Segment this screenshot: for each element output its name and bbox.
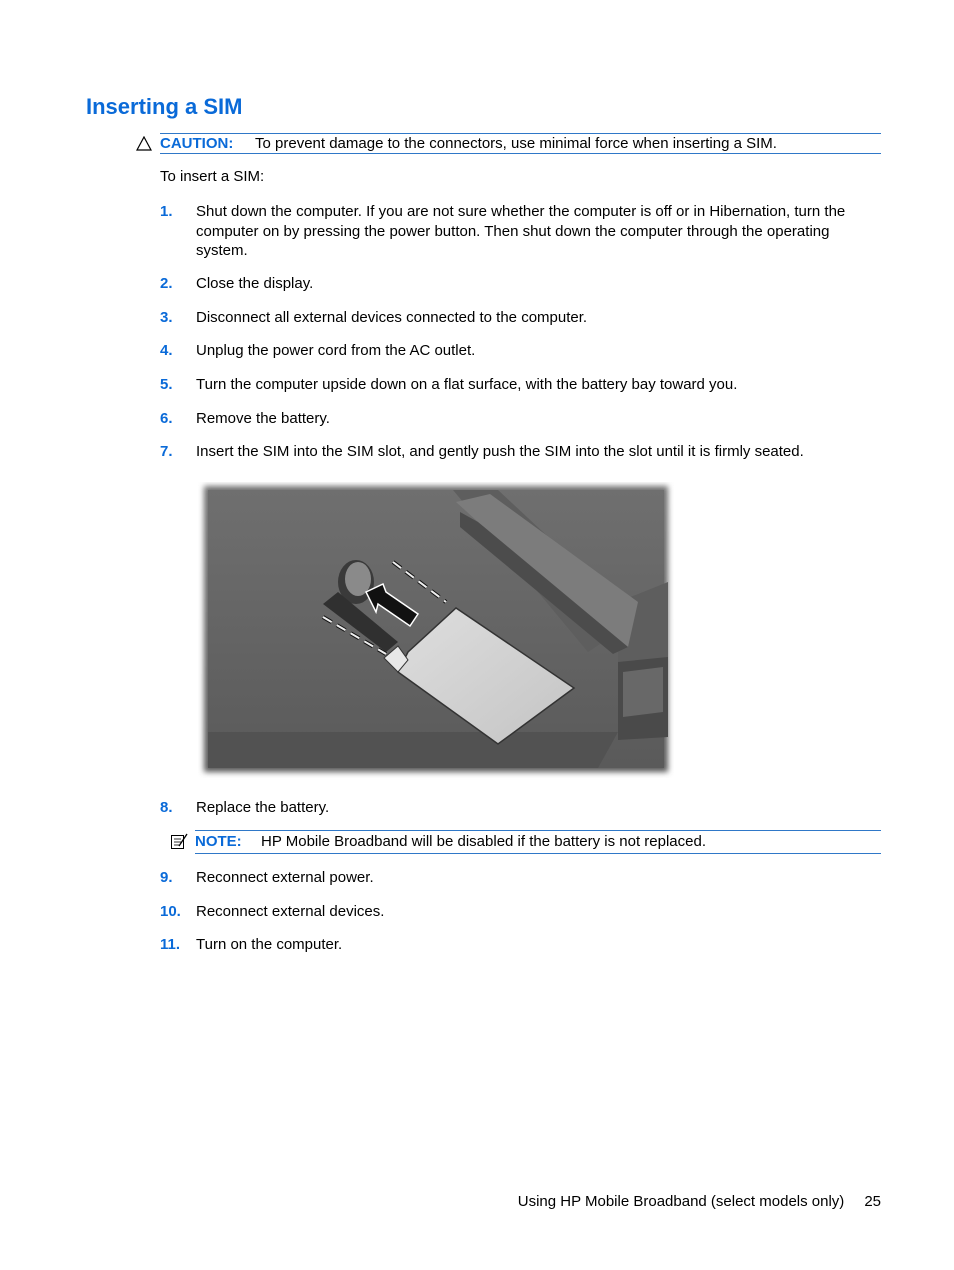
list-item	[160, 375, 882, 395]
list-item	[160, 442, 882, 462]
step-number: 4.	[160, 342, 173, 359]
list-item	[160, 935, 882, 955]
list-item	[160, 902, 882, 922]
step-number: 8.	[160, 799, 173, 816]
footer-section-title: Using HP Mobile Broadband (select models only)	[517, 1193, 845, 1210]
step-text: Remove the battery.	[196, 410, 330, 427]
list-item	[160, 341, 882, 361]
step-text: Turn on the computer.	[196, 936, 343, 953]
step-text: Insert the SIM into the SIM slot, and gently push the SIM into the slot until it is firmly seated.	[196, 443, 804, 460]
caution-notice	[160, 133, 881, 154]
list-item	[160, 308, 882, 328]
step-number: 9.	[160, 869, 173, 886]
intro-text: To insert a SIM:	[160, 168, 265, 185]
step-number: 5.	[160, 376, 173, 393]
step-text: Turn the computer upside down on a flat surface, with the battery bay toward you.	[196, 376, 738, 393]
note-text: HP Mobile Broadband will be disabled if the battery is not replaced.	[261, 833, 706, 850]
list-item	[160, 868, 882, 888]
list-item	[160, 202, 882, 262]
step-number: 10.	[160, 903, 181, 920]
step-text: Replace the battery.	[196, 799, 330, 816]
note-notice	[195, 830, 881, 854]
caution-text: To prevent damage to the connectors, use minimal force when inserting a SIM.	[255, 135, 777, 152]
step-number: 6.	[160, 410, 173, 427]
page-number: 25	[864, 1193, 881, 1210]
caution-triangle-icon	[136, 136, 152, 151]
step-number: 7.	[160, 443, 173, 460]
page-footer	[518, 1193, 881, 1211]
list-item	[160, 274, 882, 294]
step-number: 3.	[160, 309, 173, 326]
note-label: NOTE:	[195, 833, 242, 850]
step-text: Reconnect external devices.	[196, 903, 385, 920]
note-pad-icon	[170, 833, 188, 850]
step-text: Shut down the computer. If you are not sure whether the computer is off or in Hibernation, turn the computer on by pressing the power button. Then shut down the computer through the operating system.	[196, 203, 846, 259]
step-text: Reconnect external power.	[196, 869, 374, 886]
sim-insertion-illustration	[198, 482, 674, 778]
step-text: Disconnect all external devices connected to the computer.	[196, 309, 588, 326]
list-item	[160, 409, 882, 429]
caution-label: CAUTION:	[160, 135, 234, 152]
page-title: Inserting a SIM	[86, 94, 243, 119]
list-item	[160, 798, 882, 818]
step-text: Close the display.	[196, 275, 314, 292]
step-number: 2.	[160, 275, 173, 292]
step-number: 1.	[160, 203, 173, 220]
step-number: 11.	[160, 936, 181, 953]
step-text: Unplug the power cord from the AC outlet.	[196, 342, 476, 359]
